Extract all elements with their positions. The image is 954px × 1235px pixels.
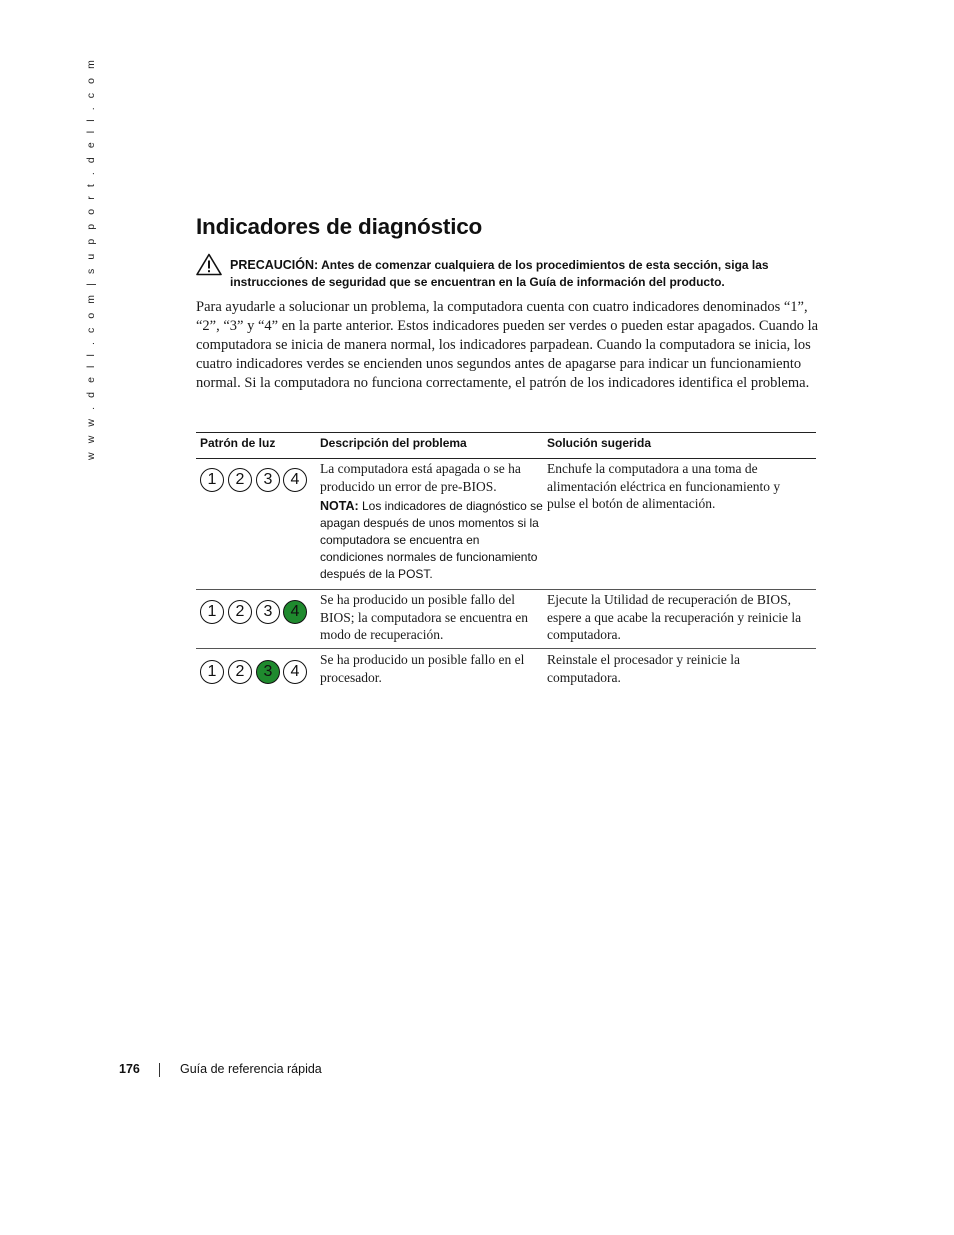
- header-light-pattern: Patrón de luz: [200, 436, 276, 450]
- note-text: Los indicadores de diagnóstico se apagan después de unos momentos si la computadora se encuentra en condiciones normales de funcionamiento después de la POST.: [320, 499, 543, 581]
- warning-triangle-icon: [196, 253, 222, 276]
- footer-separator: [159, 1063, 160, 1077]
- footer-document-title: Guía de referencia rápida: [180, 1062, 322, 1076]
- note-label: NOTA:: [320, 499, 359, 513]
- row-description: Se ha producido un posible fallo en el procesador.: [320, 652, 525, 685]
- header-problem-description: Descripción del problema: [320, 436, 467, 450]
- row-description: Se ha producido un posible fallo del BIOS; la computadora se encuentra en modo de recuperación.: [320, 592, 529, 642]
- led-indicator-2: 2: [228, 600, 252, 624]
- led-indicator-1: 1: [200, 600, 224, 624]
- led-pattern: [197, 468, 309, 496]
- led-indicator-4: 4: [283, 660, 307, 684]
- page-number: 176: [119, 1062, 140, 1076]
- row-solution: Enchufe la computadora a una toma de alimentación eléctrica en funcionamiento y pulse el botón de alimentación.: [547, 461, 781, 511]
- row-note: [320, 498, 546, 583]
- table-header-rule: [196, 458, 816, 459]
- row-solution: Reinstale el procesador y reinicie la computadora.: [547, 652, 741, 685]
- led-indicator-3: 3: [256, 660, 280, 684]
- side-url-text: w w w . d e l l . c o m | s u p p o r t . d e l l . c o m: [85, 57, 97, 460]
- led-pattern: [197, 600, 309, 628]
- led-indicator-1: 1: [200, 660, 224, 684]
- page-title: Indicadores de diagnóstico: [196, 214, 483, 239]
- caution-text: Antes de comenzar cualquiera de los procedimientos de esta sección, siga las instrucciones de seguridad que se encuentran en la Guía de información del producto.: [230, 258, 769, 289]
- header-suggested-solution: Solución sugerida: [547, 436, 652, 450]
- caution-label: PRECAUCIÓN:: [230, 258, 319, 272]
- led-indicator-3: 3: [256, 600, 280, 624]
- led-indicator-2: 2: [228, 660, 252, 684]
- row-divider: [196, 648, 816, 649]
- intro-paragraph: Para ayudarle a solucionar un problema, la computadora cuenta con cuatro indicadores denominados “1”, “2”, “3” y “4” en la parte anterior. Estos indicadores pueden ser verdes o pueden estar apagados. Cuando la computadora se inicia de manera normal, los indicadores parpadean. Cuando la computadora se inicia, los cuatro indicadores verdes se encienden unos segundos antes de apagarse para indicar un funcionamiento normal. Si la computadora no funciona correctamente, el patrón de los indicadores identifica el problema.: [196, 299, 819, 391]
- led-indicator-2: 2: [228, 468, 252, 492]
- row-divider: [196, 589, 816, 590]
- led-indicator-1: 1: [200, 468, 224, 492]
- led-pattern: [197, 660, 309, 688]
- table-top-rule: [196, 432, 816, 433]
- row-solution: Ejecute la Utilidad de recuperación de BIOS, espere a que acabe la recuperación y reinicie la computadora.: [547, 592, 802, 642]
- row-description: La computadora está apagada o se ha producido un error de pre-BIOS.: [320, 461, 521, 494]
- led-indicator-4: 4: [283, 600, 307, 624]
- led-indicator-4: 4: [283, 468, 307, 492]
- led-indicator-3: 3: [256, 468, 280, 492]
